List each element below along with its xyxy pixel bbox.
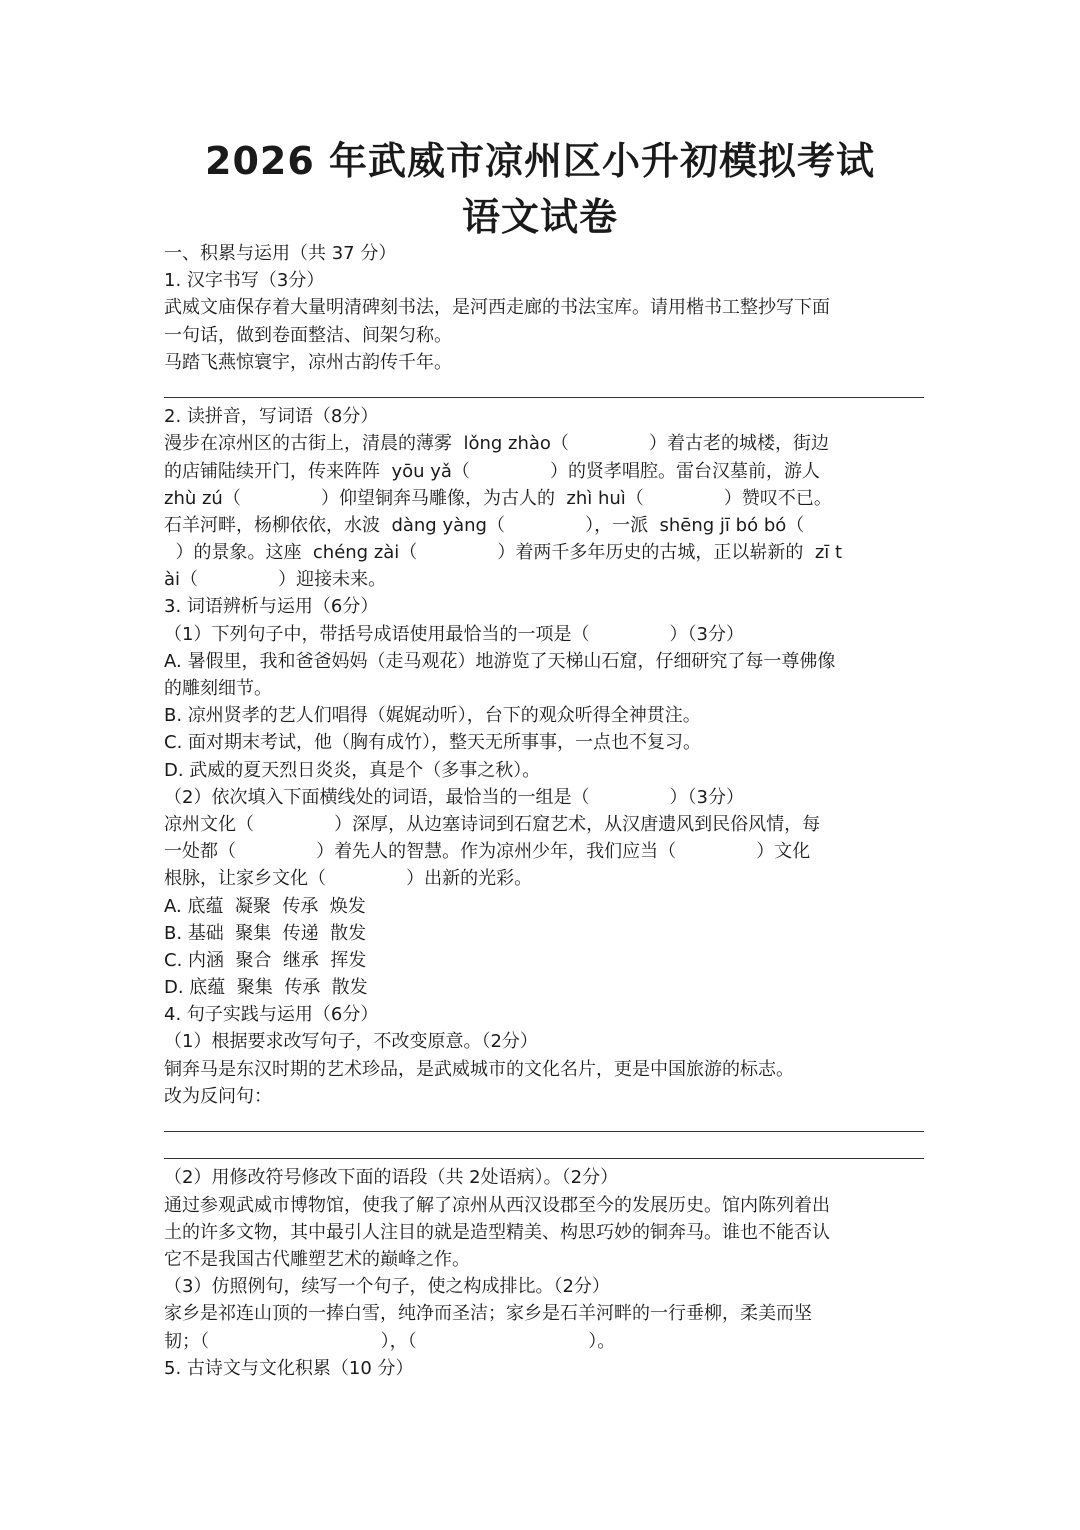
question-text: zhù zú（ ）仰望铜奔马雕像，为古人的 zhì huì（ ）赞叹不已。 <box>164 487 832 509</box>
sub-question: （3）仿照例句，续写一个句子，使之构成排比。（2分） <box>164 1276 610 1298</box>
question-text: 一处都（ ）着先人的智慧。作为凉州少年，我们应当（ ）文化 <box>164 841 811 863</box>
question-text: ài（ ）迎接未来。 <box>164 569 387 591</box>
question-3-heading: 3. 词语辨析与运用（6分） <box>164 596 379 618</box>
option-d: D. 底蕴 聚集 传承 散发 <box>164 977 368 999</box>
sub-question: （2）依次填入下面横线处的词语，最恰当的一组是（ ）（3分） <box>164 786 745 808</box>
question-4-heading: 4. 句子实践与运用（6分） <box>164 1004 379 1026</box>
question-text: 通过参观武威市博物馆，使我了解了凉州从西汉设郡至今的发展历史。馆内陈列着出 <box>164 1194 830 1216</box>
question-text: 的店铺陆续开门，传来阵阵 yōu yǎ（ ）的贤孝唱腔。雷台汉墓前，游人 <box>164 460 821 482</box>
sub-question: （1）根据要求改写句子，不改变原意。（2分） <box>164 1031 538 1053</box>
question-text: 铜奔马是东汉时期的艺术珍品，是武威城市的文化名片，更是中国旅游的标志。 <box>164 1058 794 1080</box>
exam-content <box>164 240 924 1382</box>
answer-line[interactable] <box>164 376 924 403</box>
answer-line[interactable] <box>164 1137 924 1164</box>
question-2-heading: 2. 读拼音，写词语（8分） <box>164 406 379 428</box>
copy-sentence: 马踏飞燕惊寰宇，凉州古韵传千年。 <box>164 351 452 373</box>
question-5-heading: 5. 古诗文与文化积累（10 分） <box>164 1357 414 1379</box>
option-b: B. 凉州贤孝的艺人们唱得（娓娓动听），台下的观众听得全神贯注。 <box>164 705 701 727</box>
question-text: 凉州文化（ ）深厚，从边塞诗词到石窟艺术，从汉唐遗风到民俗风情，每 <box>164 813 821 835</box>
exam-subtitle: 语文试卷 <box>461 195 618 239</box>
option-a-cont: 的雕刻细节。 <box>164 678 272 699</box>
question-text: 土的许多文物，其中最引人注目的就是造型精美、构思巧妙的铜奔马。谁也不能否认 <box>164 1221 830 1243</box>
question-text: 武威文庙保存着大量明清碑刻书法，是河西走廊的书法宝库。请用楷书工整抄写下面 <box>164 297 830 319</box>
option-b: B. 基础 聚集 传递 散发 <box>164 922 367 944</box>
exam-title: 2026 年武威市凉州区小升初模拟考试 <box>205 139 875 183</box>
sub-question: （1）下列句子中，带括号成语使用最恰当的一项是（ ）（3分） <box>164 623 745 645</box>
option-a: A. 暑假里，我和爸爸妈妈（走马观花）地游览了天梯山石窟，仔细研究了每一尊佛像 <box>164 650 836 672</box>
question-text: ）的景象。这座 chéng zài（ ）着两千多年历史的古城，正以崭新的 zī t <box>164 542 843 564</box>
question-text: 石羊河畔，杨柳依依，水波 dàng yàng（ ），一派 shēng jī bó bó（ <box>164 514 805 536</box>
question-text: 它不是我国古代雕塑艺术的巅峰之作。 <box>164 1248 470 1270</box>
question-text: 一句话，做到卷面整洁、间架匀称。 <box>164 324 452 346</box>
question-text: 根脉，让家乡文化（ ）出新的光彩。 <box>164 868 533 890</box>
question-1-heading: 1. 汉字书写（3分） <box>164 270 325 292</box>
answer-line[interactable] <box>164 1110 924 1137</box>
question-text: 家乡是祁连山顶的一捧白雪，纯净而圣洁；家乡是石羊河畔的一行垂柳，柔美而坚 <box>164 1303 812 1325</box>
question-text: 漫步在凉州区的古街上，清晨的薄雾 lǒng zhào（ ）着古老的城楼，街边 <box>164 433 830 455</box>
sub-question: （2）用修改符号修改下面的语段（共 2处语病）。（2分） <box>164 1167 619 1189</box>
rewrite-prompt: 改为反问句： <box>164 1085 272 1107</box>
option-c: C. 面对期末考试，他（胸有成竹），整天无所事事，一点也不复习。 <box>164 732 702 754</box>
question-text: 韧；（ ），（ ）。 <box>164 1330 616 1352</box>
option-c: C. 内涵 聚合 继承 挥发 <box>164 949 367 971</box>
option-d: D. 武威的夏天烈日炎炎，真是个（多事之秋）。 <box>164 759 541 781</box>
section-heading: 一、积累与运用（共 37 分） <box>164 243 397 264</box>
option-a: A. 底蕴 凝聚 传承 焕发 <box>164 895 366 917</box>
